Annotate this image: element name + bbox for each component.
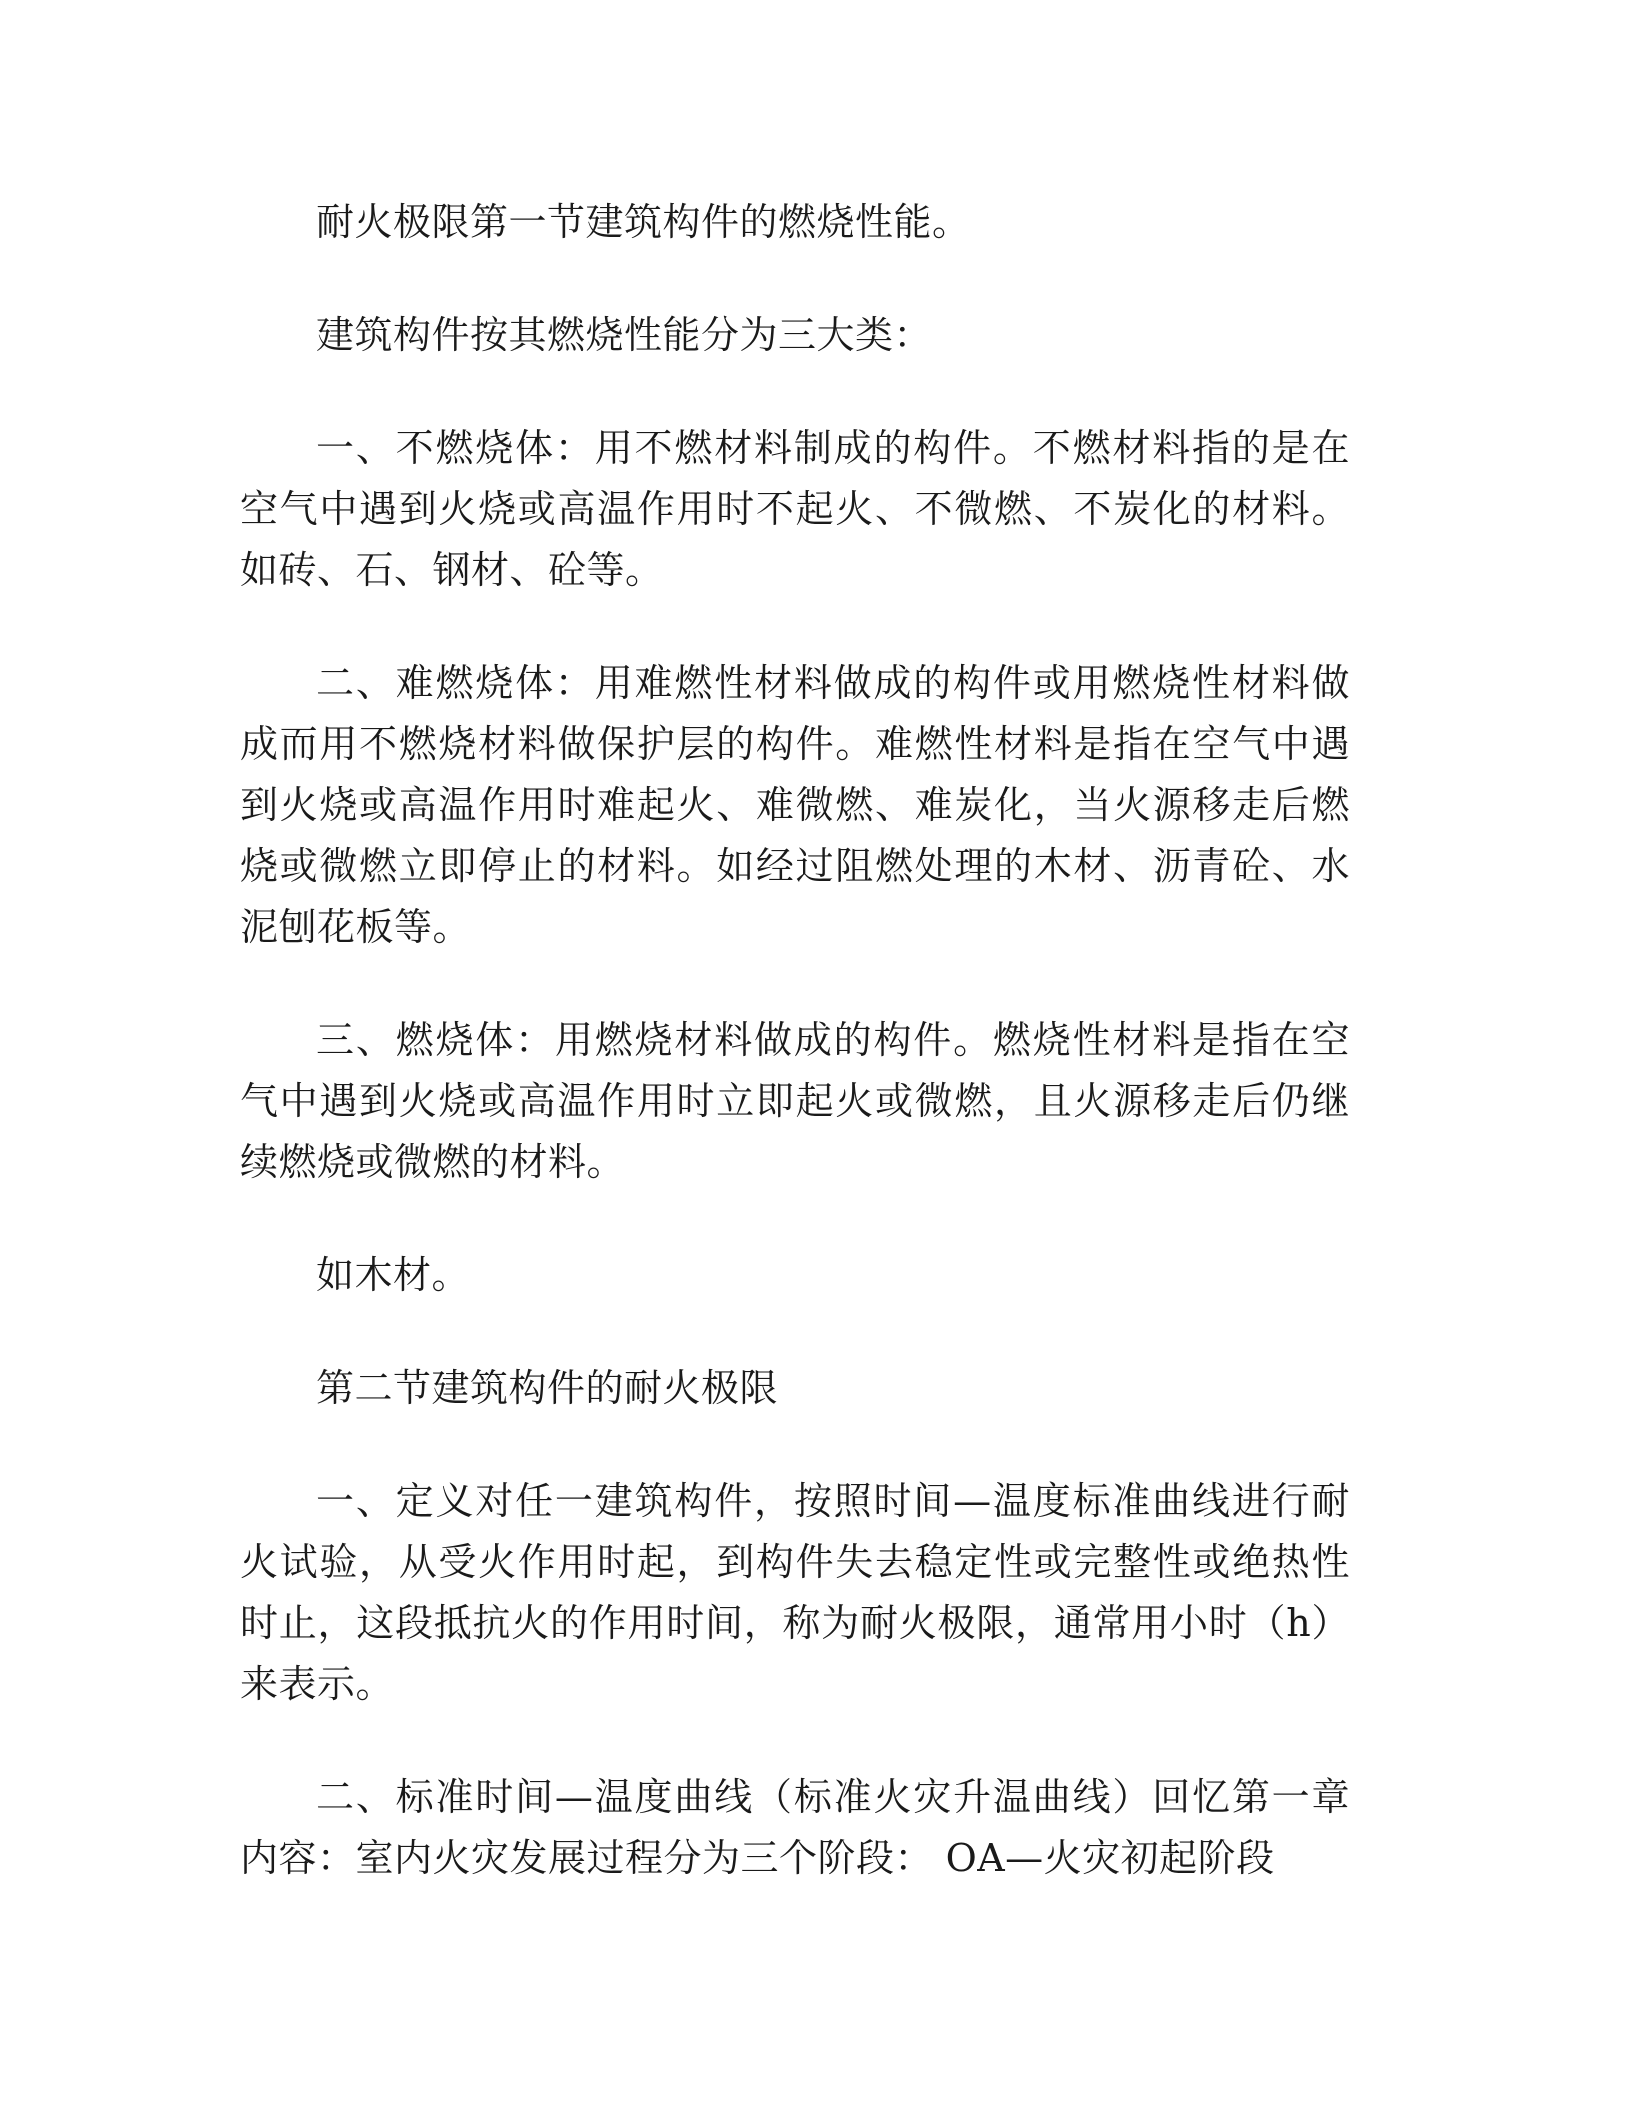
paragraph-section-two-title: 第二节建筑构件的耐火极限 (316, 1366, 779, 1410)
paragraph-combustible: 三、燃烧体：用燃烧材料做成的构件。燃烧性材料是指在空气中遇到火烧或高温作用时立即起火或微燃，且火源移走后仍继续燃烧或微燃的材料。 (240, 1018, 1350, 1184)
paragraph-classification-intro: 建筑构件按其燃烧性能分为三大类： (316, 313, 933, 357)
paragraph-flame-retardant: 二、难燃烧体：用难燃性材料做成的构件或用燃烧性材料做成而用不燃烧材料做保护层的构件。难燃性材料是指在空气中遇到火烧或高温作用时难起火、难微燃、难炭化，当火源移走后燃烧或微燃立即停止的材料。如经过阻燃处理的木材、沥青砼、水泥刨花板等。 (240, 661, 1350, 949)
paragraph-standard-curve: 二、标准时间—温度曲线（标准火灾升温曲线）回忆第一章内容：室内火灾发展过程分为三个阶段： OA—火灾初起阶段 (240, 1775, 1350, 1880)
paragraph-example-wood: 如木材。 (316, 1253, 471, 1297)
paragraph-section-one-title: 耐火极限第一节建筑构件的燃烧性能。 (316, 200, 971, 244)
paragraph-definition: 一、定义对任一建筑构件，按照时间—温度标准曲线进行耐火试验，从受火作用时起，到构件失去稳定性或完整性或绝热性时止，这段抵抗火的作用时间，称为耐火极限，通常用小时（h）来表示。 (240, 1479, 1350, 1706)
document-body (240, 192, 1350, 1941)
paragraph-non-combustible: 一、不燃烧体：用不燃材料制成的构件。不燃材料指的是在空气中遇到火烧或高温作用时不起火、不微燃、不炭化的材料。如砖、石、钢材、砼等。 (240, 426, 1350, 592)
